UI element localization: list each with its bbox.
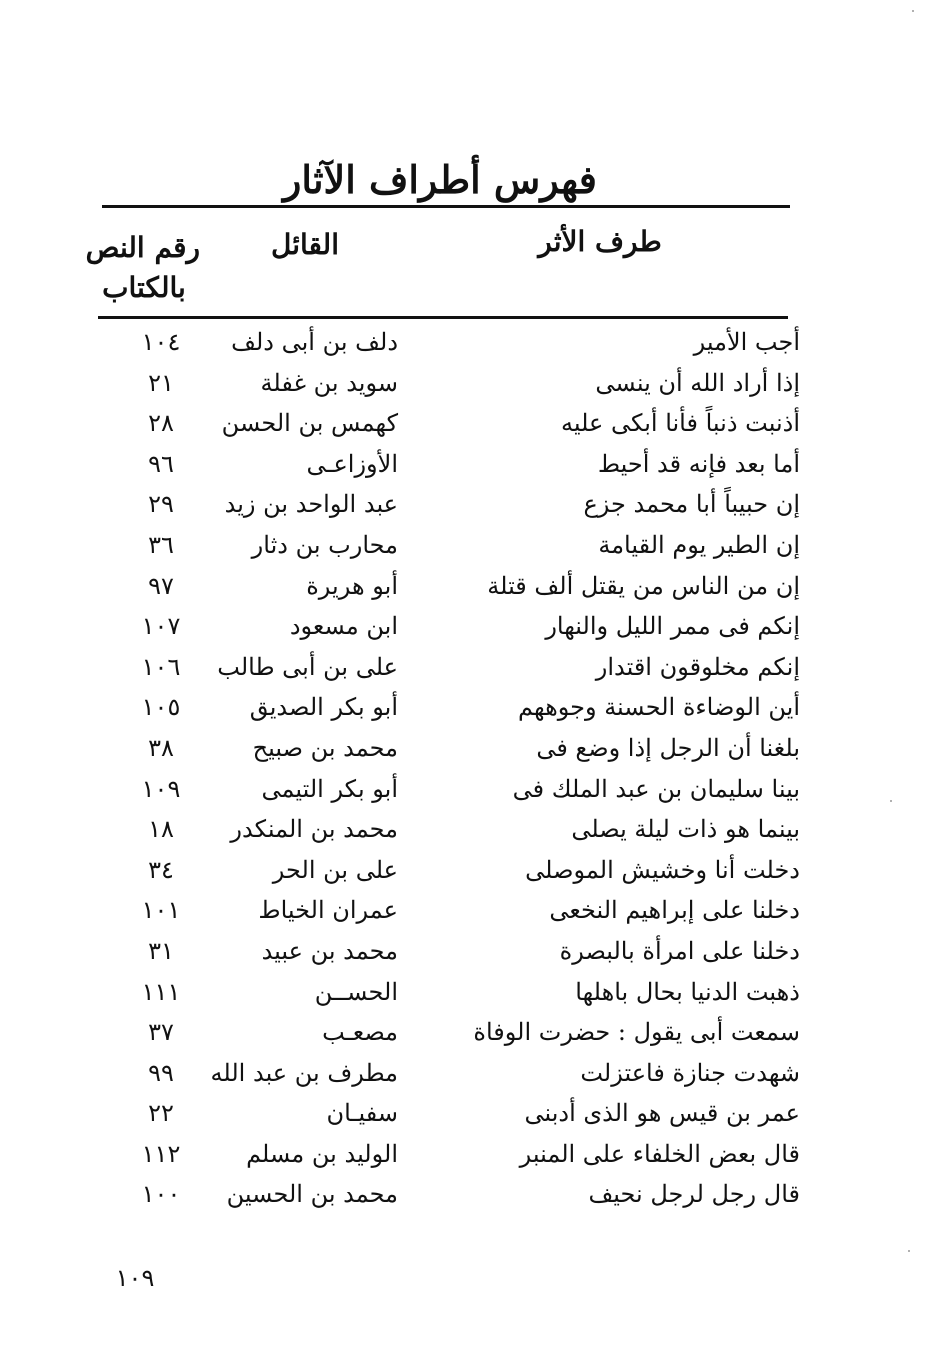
athar-cell: أين الوضاءة الحسنة وجوههم: [518, 693, 800, 722]
athar-cell: أما بعد فإنه قد أحيط: [597, 449, 800, 478]
qail-cell: الأوزاعـى: [306, 449, 398, 478]
table-row: [100, 1012, 800, 1053]
athar-cell: عمر بن قيس هو الذى أدبنى: [524, 1099, 800, 1128]
scan-speck: [908, 1250, 910, 1252]
qail-cell: عمران الخياط: [258, 896, 398, 925]
qail-cell: أبو بكر التيمى: [261, 774, 398, 803]
qail-cell: الحســن: [314, 977, 398, 1006]
scan-speck: [890, 800, 892, 802]
text-number-cell: ٣٤: [148, 855, 174, 884]
athar-cell: بلغنا أن الرجل إذا وضع فى: [536, 733, 800, 762]
text-number-cell: ٩٧: [148, 571, 174, 600]
header-text-number-line1: رقم النص: [85, 231, 200, 264]
qail-cell: دلف بن أبى دلف: [231, 328, 398, 356]
qail-cell: مصعـب: [322, 1018, 398, 1047]
table-row: [100, 363, 800, 404]
scan-speck: [912, 10, 914, 12]
text-number-cell: ١٠٩: [141, 774, 181, 803]
qail-cell: كهمس بن الحسن: [221, 409, 398, 438]
athar-cell: إن حبيباً أبا محمد جزع: [583, 490, 800, 519]
qail-cell: محمد بن عبيد: [261, 936, 398, 965]
text-number-cell: ٢٢: [148, 1099, 174, 1128]
athar-cell: إن من الناس من يقتل ألف قتلة: [487, 571, 800, 600]
qail-cell: عبد الواحد بن زيد: [224, 490, 398, 519]
athar-cell: بينما هو ذات ليلة يصلى: [571, 815, 800, 844]
table-row: [100, 1093, 800, 1134]
qail-cell: ابن مسعود: [289, 612, 398, 641]
text-number-cell: ١٠٠: [141, 1180, 181, 1209]
athar-cell: إنكم مخلوقون اقتدار: [595, 652, 800, 681]
qail-cell: أبو هريرة: [306, 571, 398, 600]
qail-cell: محارب بن دثار: [251, 530, 398, 559]
header-text-number-line2: بالكتاب: [102, 271, 186, 304]
qail-cell: سويد بن غفلة: [260, 368, 398, 397]
text-number-cell: ٢٨: [148, 409, 174, 438]
qail-cell: محمد بن صبيح: [252, 733, 398, 762]
qail-cell: محمد بن الحسين: [226, 1180, 398, 1209]
table-row: [100, 850, 800, 891]
text-number-cell: ٣٦: [148, 530, 174, 559]
athar-cell: إن الطير يوم القيامة: [598, 530, 800, 559]
athar-cell: قال رجل لرجل نحيف: [588, 1180, 800, 1209]
qail-cell: محمد بن المنكدر: [230, 815, 398, 844]
athar-cell: دخلنا على إبراهيم النخعى: [549, 896, 800, 925]
athar-cell: أجب الأمير: [693, 328, 800, 356]
table-row: [100, 931, 800, 972]
text-number-cell: ٣١: [148, 936, 174, 965]
text-number-cell: ٢٩: [148, 490, 174, 519]
page-title: فهرس أطراف الآثار: [283, 157, 597, 202]
table-row: [100, 444, 800, 485]
table-row: [100, 525, 800, 566]
table-row: [100, 1174, 800, 1215]
text-number-cell: ٣٧: [148, 1018, 174, 1047]
qail-cell: الوليد بن مسلم: [246, 1139, 398, 1168]
athar-cell: سمعت أبى يقول : حضرت الوفاة: [473, 1018, 800, 1047]
table-row: [100, 809, 800, 850]
text-number-cell: ١١١: [141, 977, 181, 1006]
table-row: [100, 972, 800, 1013]
table-row: [100, 606, 800, 647]
table-row: [100, 403, 800, 444]
text-number-cell: ١١٢: [141, 1139, 181, 1168]
table-row: [100, 1053, 800, 1094]
table-row: [100, 728, 800, 769]
athar-cell: بينا سليمان بن عبد الملك فى: [512, 774, 800, 803]
athar-cell: إنكم فى ممر الليل والنهار: [545, 612, 800, 641]
qail-cell: سفيـان: [326, 1099, 398, 1128]
athar-cell: قال بعض الخلفاء على المنبر: [519, 1139, 800, 1168]
index-table: [100, 322, 800, 1215]
table-row: [100, 566, 800, 607]
text-number-cell: ٢١: [148, 368, 174, 397]
athar-cell: دخلنا على امرأة بالبصرة: [559, 936, 800, 965]
text-number-cell: ١٠٦: [141, 652, 181, 681]
table-row: [100, 484, 800, 525]
athar-cell: أذنبت ذنباً فأنا أبكى عليه: [560, 409, 800, 438]
athar-cell: شهدت جنازة فاعتزلت: [580, 1058, 800, 1087]
text-number-cell: ٩٩: [148, 1058, 174, 1087]
qail-cell: أبو بكر الصديق: [249, 693, 398, 722]
header-qail: القائل: [270, 228, 339, 261]
title-rule: [102, 205, 790, 208]
page-number: ١٠٩: [115, 1264, 155, 1292]
text-number-cell: ٩٦: [148, 449, 174, 478]
table-row: [100, 1134, 800, 1175]
header-text-number: [85, 228, 200, 308]
table-row: [100, 322, 800, 363]
text-number-cell: ١٠٧: [141, 612, 181, 641]
qail-cell: مطرف بن عبد الله: [210, 1058, 398, 1087]
athar-cell: دخلت أنا وخشيش الموصلى: [525, 855, 800, 884]
header-rule: [98, 316, 788, 319]
qail-cell: على بن الحر: [272, 855, 398, 884]
text-number-cell: ١٠١: [141, 896, 181, 925]
text-number-cell: ٣٨: [148, 733, 174, 762]
table-row: [100, 687, 800, 728]
table-row: [100, 769, 800, 810]
text-number-cell: ١٠٤: [141, 328, 181, 356]
athar-cell: إذا أراد الله أن ينسى: [595, 368, 800, 397]
qail-cell: على بن أبى طالب: [217, 652, 398, 681]
table-row: [100, 647, 800, 688]
header-athar: طرف الأثر: [538, 225, 662, 258]
table-row: [100, 890, 800, 931]
athar-cell: ذهبت الدنيا بحال باهلها: [575, 977, 800, 1006]
text-number-cell: ١٠٥: [141, 693, 181, 722]
text-number-cell: ١٨: [148, 815, 174, 844]
